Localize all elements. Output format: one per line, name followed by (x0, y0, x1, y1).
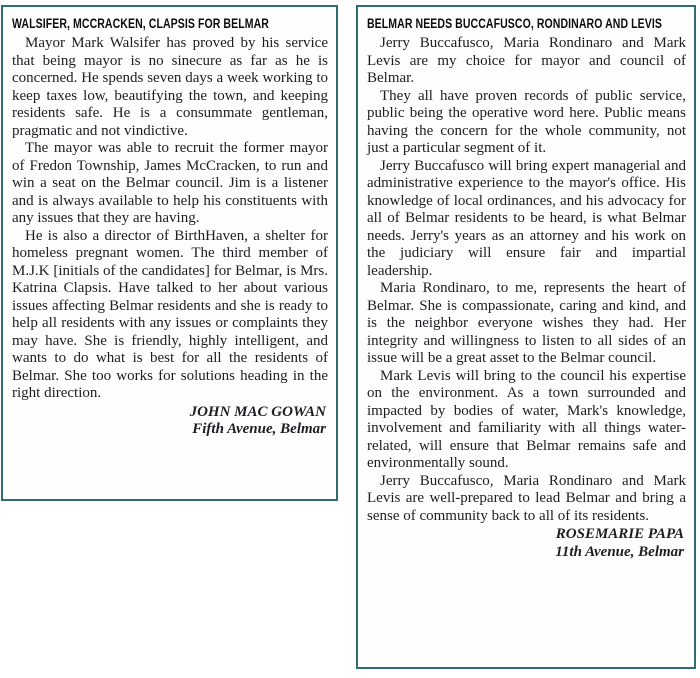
letter-paragraph: Mayor Mark Walsifer has proved by his service that being mayor is no sinecure as far as he is concerned. He spends seven days a week working to keep taxes low, beautifying the town, and keeping residents safe. He is a consummate gentleman, pragmatic and not vindictive. (12, 35, 328, 139)
letter-paragraph: He is also a director of BirthHaven, a shelter for homeless pregnant women. The third member of M.J.K [initials of the candidates] for Belmar, is Mrs. Katrina Clapsis. Have talked to her about various issues affecting Belmar residents and she is ready to help all residents with any issues or complaints they may have. She is friendly, highly intelligent, and wants to do what is best for all the residents of Belmar. She too works for solutions heading in the right direction. (12, 227, 328, 401)
letter-body (12, 35, 328, 403)
letter-paragraph: They all have proven records of public service, public being the operative word here. Public means having the concern for the whole community, not just a particular segment of it. (367, 87, 686, 156)
signature-name: ROSEMARIE PAPA (555, 526, 684, 542)
letter-headline-text: BELMAR NEEDS BUCCAFUSCO, RONDINARO AND LEVIS (367, 16, 662, 31)
signature-name: JOHN MAC GOWAN (189, 403, 326, 420)
letter-body (367, 35, 686, 525)
letter-headline (367, 15, 686, 35)
signature-address: 11th Avenue, Belmar (555, 543, 684, 560)
letter-paragraph: The mayor was able to recruit the former mayor of Fredon Township, James McCracken, to run and win a seat on the Belmar council. Jim is a listener and is always available to help his constituents with any issues that they are having. (12, 140, 328, 226)
letter-paragraph: Jerry Buccafusco will bring expert managerial and administrative experience to the mayor's office. His knowledge of local ordinances, and his advocacy for all of Belmar residents to be heard, is what Belmar needs. Jerry's years as an attorney and his work on the judiciary will ensure fair and impartial leadership. (367, 157, 686, 279)
letter-signature (12, 404, 328, 439)
letter-headline-text: WALSIFER, MCCRACKEN, CLAPSIS FOR BELMAR (12, 16, 269, 31)
signature-address: Fifth Avenue, Belmar (192, 421, 326, 437)
letter-paragraph: Mark Levis will bring to the council his expertise on the environment. As a town surrounded and impacted by bodies of water, Mark's knowledge, involvement and familiarity with all things water-related, will ensure that Belmar remains safe and environmentally sound. (367, 367, 686, 471)
letter-paragraph: Maria Rondinaro, to me, represents the heart of Belmar. She is compassionate, caring and kind, and is the neighbor everyone wishes they had. Her integrity and willingness to listen to all sides of an issue will be a great asset to the Belmar council. (367, 280, 686, 366)
letter-column-walsifer (1, 5, 338, 501)
letter-column-buccafusco (356, 5, 696, 669)
letter-headline (12, 15, 328, 35)
letter-signature (367, 526, 686, 561)
letter-paragraph: Jerry Buccafusco, Maria Rondinaro and Mark Levis are well-prepared to lead Belmar and bring a sense of community back to all of its residents. (367, 472, 686, 524)
letter-paragraph: Jerry Buccafusco, Maria Rondinaro and Mark Levis are my choice for mayor and council of Belmar. (367, 35, 686, 86)
